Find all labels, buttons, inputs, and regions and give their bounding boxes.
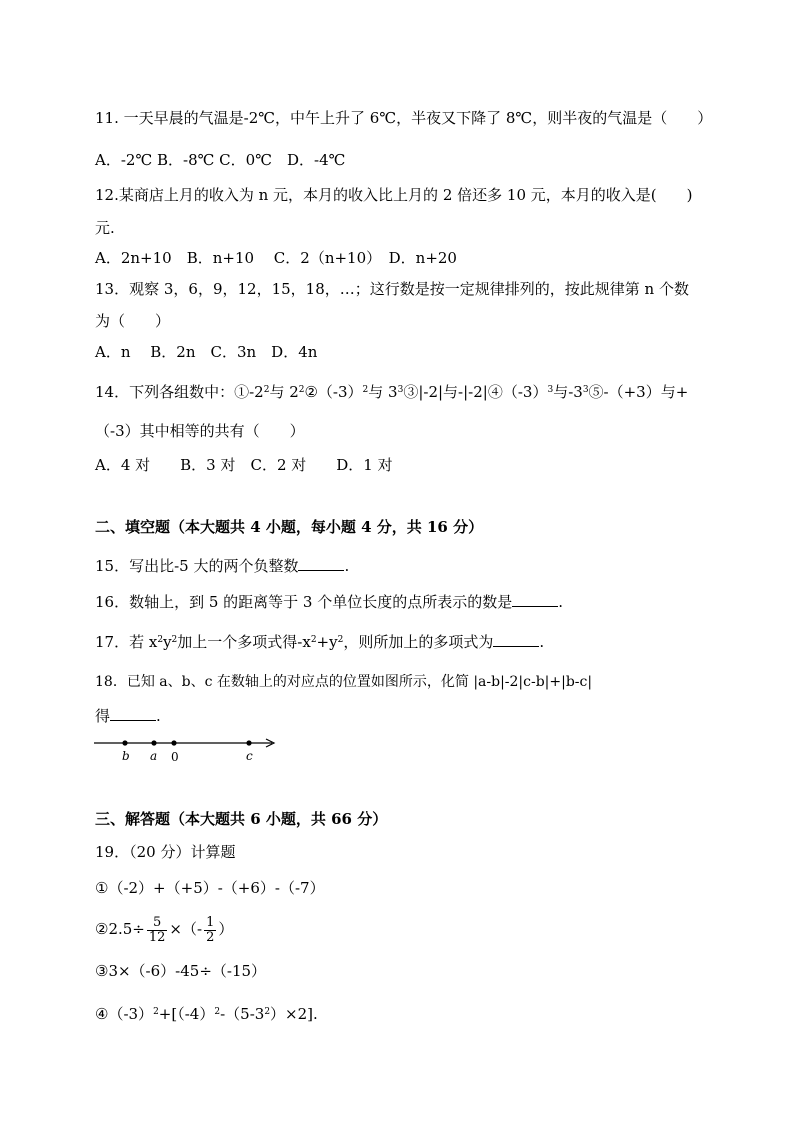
question-14-stem-continued: （-3）其中相等的共有（ ）: [95, 422, 305, 440]
question-11-options: A．-2℃ B．-8℃ C．0℃ D．-4℃: [95, 151, 346, 169]
question-11-stem: 11. 一天早晨的气温是-2℃，中午上升了 6℃，半夜又下降了 8℃，则半夜的气温是（ ）: [95, 109, 713, 127]
label-a: a: [150, 749, 158, 763]
question-13-stem: 13．观察 3，6，9，12，15，18，…；这行数是按一定规律排列的，按此规律第 n 个数: [95, 280, 689, 298]
question-15: 15．写出比-5 大的两个负整数 .: [95, 557, 350, 575]
question-18-stem-continued: 得 .: [95, 707, 161, 725]
label-zero: 0: [171, 750, 179, 764]
question-19-item-1: ①（-2）+（+5）-（+6）-（-7）: [95, 879, 325, 897]
point-a: [151, 740, 156, 745]
point-zero: [171, 740, 176, 745]
question-19-item-2: ②2.5÷ $\frac{5}{12}$ ×（- $\frac{1}{2}$ ）: [95, 914, 234, 945]
number-line-figure: [92, 733, 282, 765]
question-18-stem: 18．已知 a、b、c 在数轴上的对应点的位置如图所示，化简 |a-b|-2|c-b|+|b-c|: [95, 674, 593, 690]
question-12-options: A．2n+10 B．n+10 C．2（n+10） D．n+20: [95, 249, 457, 267]
label-b: b: [122, 749, 130, 763]
answer-blank: [298, 556, 344, 571]
question-12-stem: 12.某商店上月的收入为 n 元，本月的收入比上月的 2 倍还多 10 元，本月的收入是( ): [95, 186, 693, 204]
point-c: [246, 740, 251, 745]
answer-blank: [493, 632, 539, 647]
question-12-stem-continued: 元.: [95, 219, 115, 237]
answer-blank: [512, 592, 558, 607]
question-14-options: A．4 对 B．3 对 C．2 对 D．1 对: [95, 456, 393, 474]
question-16: 16．数轴上，到 5 的距离等于 3 个单位长度的点所表示的数是 .: [95, 593, 564, 611]
section-3-heading: 三、解答题（本大题共 6 小题，共 66 分）: [95, 810, 388, 828]
question-17: 17．若 $x^2y^2$加上一个多项式得$-x^2+y^2$，则所加上的多项式为 .: [95, 633, 545, 651]
question-13-options: A．n B．2n C．3n D．4n: [95, 343, 318, 361]
answer-blank: [110, 706, 156, 721]
point-b: [122, 740, 127, 745]
question-19-item-3: ③3×（-6）-45÷（-15）: [95, 962, 267, 980]
label-c: c: [246, 749, 253, 763]
question-19-stem: 19．（20 分）计算题: [95, 843, 236, 861]
question-14-stem: 14．下列各组数中：$①-2^2$与 $2^2②(-3)^2$与 $3^3③|-2|$与$-|-2|④(-3)^3$与$-3^3⑤-(+3)$与+: [95, 383, 689, 401]
section-2-heading: 二、填空题（本大题共 4 小题，每小题 4 分，共 16 分）: [95, 518, 484, 536]
question-19-item-4: $④(-3)^2+[(-4)^2-(5-3^2)\times 2]$.: [95, 1005, 318, 1023]
fraction-5-12: $\frac{5}{12}$: [148, 914, 166, 945]
fraction-1-2: $\frac{1}{2}$: [206, 914, 215, 945]
question-13-stem-continued: 为（ ）: [95, 312, 171, 330]
